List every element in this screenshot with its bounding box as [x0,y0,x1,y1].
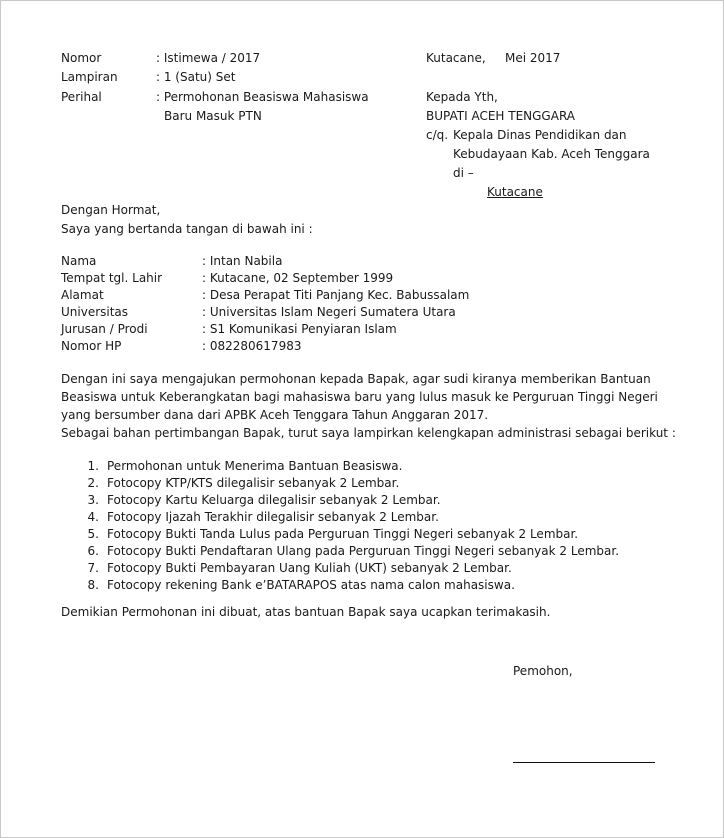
list-item-text: Permohonan untuk Menerima Bantuan Beasiswa. [107,459,403,473]
list-item-text: Fotocopy Kartu Keluarga dilegalisir sebanyak 2 Lembar. [107,493,441,507]
identity-label: Universitas [61,305,129,319]
recipient-cq-line1: Kepala Dinas Pendidikan dan [453,128,627,142]
recipient-cq-label: c/q. [426,128,449,142]
body-line: yang bersumber dana dari APBK Aceh Tenggara Tahun Anggaran 2017. [61,408,489,422]
list-item-number: 4. [87,510,99,524]
list-item-text: Fotocopy rekening Bank e’BATARAPOS atas nama calon mahasiswa. [107,578,515,592]
closing-statement: Demikian Permohonan ini dibuat, atas bantuan Bapak saya ucapkan terimakasih. [61,605,551,619]
opening-statement: Saya yang bertanda tangan di bawah ini : [61,222,313,236]
identity-value: : 082280617983 [202,339,302,353]
list-item-number: 5. [87,527,99,541]
list-item-text: Fotocopy Bukti Tanda Lulus pada Perguruan Tinggi Negeri sebanyak 2 Lembar. [107,527,579,541]
identity-value: : Desa Perapat Titi Panjang Kec. Babussalam [202,288,470,302]
list-item [61,475,619,492]
list-item-number: 8. [87,578,99,592]
list-item [61,526,619,543]
list-item-text: Fotocopy Ijazah Terakhir dilegalisir sebanyak 2 Lembar. [107,510,439,524]
body-paragraph [61,370,676,442]
list-item-number: 6. [87,544,99,558]
signature-label: Pemohon, [513,664,573,678]
identity-label: Jurusan / Prodi [61,322,148,336]
perihal-label: Perihal [61,90,102,104]
list-item [61,577,619,594]
identity-label: Nomor HP [61,339,122,353]
letter-place: Kutacane, [426,51,486,65]
list-item [61,543,619,560]
body-line: Sebagai bahan pertimbangan Bapak, turut saya lampirkan kelengkapan administrasi sebagai berikut : [61,426,676,440]
letter-date: Mei 2017 [505,51,561,65]
perihal-value-line2: Baru Masuk PTN [164,109,262,123]
list-item-text: Fotocopy KTP/KTS dilegalisir sebanyak 2 Lembar. [107,476,400,490]
recipient-greeting: Kepada Yth, [426,90,498,104]
lampiran-label: Lampiran [61,70,118,84]
identity-value: : S1 Komunikasi Penyiaran Islam [202,322,397,336]
list-item [61,458,619,475]
attachment-list [61,458,619,594]
list-item [61,492,619,509]
list-item-number: 3. [87,493,99,507]
recipient-di: di – [453,166,474,180]
identity-label: Tempat tgl. Lahir [61,271,163,285]
signature-line [513,762,655,763]
body-line: Beasiswa untuk Keberangkatan bagi mahasiswa baru yang lulus masuk ke Perguruan Tinggi Negeri [61,390,658,404]
identity-label: Nama [61,254,97,268]
list-item-number: 1. [87,459,99,473]
identity-value: : Universitas Islam Negeri Sumatera Utara [202,305,456,319]
list-item [61,509,619,526]
recipient-name: BUPATI ACEH TENGGARA [426,109,575,123]
identity-value: : Intan Nabila [202,254,283,268]
list-item-number: 2. [87,476,99,490]
recipient-cq-line2: Kebudayaan Kab. Aceh Tenggara [453,147,650,161]
recipient-city: Kutacane [487,185,543,199]
perihal-value: : Permohonan Beasiswa Mahasiswa [156,90,369,104]
nomor-label: Nomor [61,51,102,65]
identity-label: Alamat [61,288,104,302]
opening-salutation: Dengan Hormat, [61,203,161,217]
lampiran-value: : 1 (Satu) Set [156,70,236,84]
list-item-text: Fotocopy Bukti Pendaftaran Ulang pada Perguruan Tinggi Negeri sebanyak 2 Lembar. [107,544,620,558]
body-line: Dengan ini saya mengajukan permohonan kepada Bapak, agar sudi kiranya memberikan Bantuan [61,372,651,386]
list-item-number: 7. [87,561,99,575]
list-item [61,560,619,577]
identity-value: : Kutacane, 02 September 1999 [202,271,394,285]
list-item-text: Fotocopy Bukti Pembayaran Uang Kuliah (UKT) sebanyak 2 Lembar. [107,561,512,575]
nomor-value: : Istimewa / 2017 [156,51,261,65]
